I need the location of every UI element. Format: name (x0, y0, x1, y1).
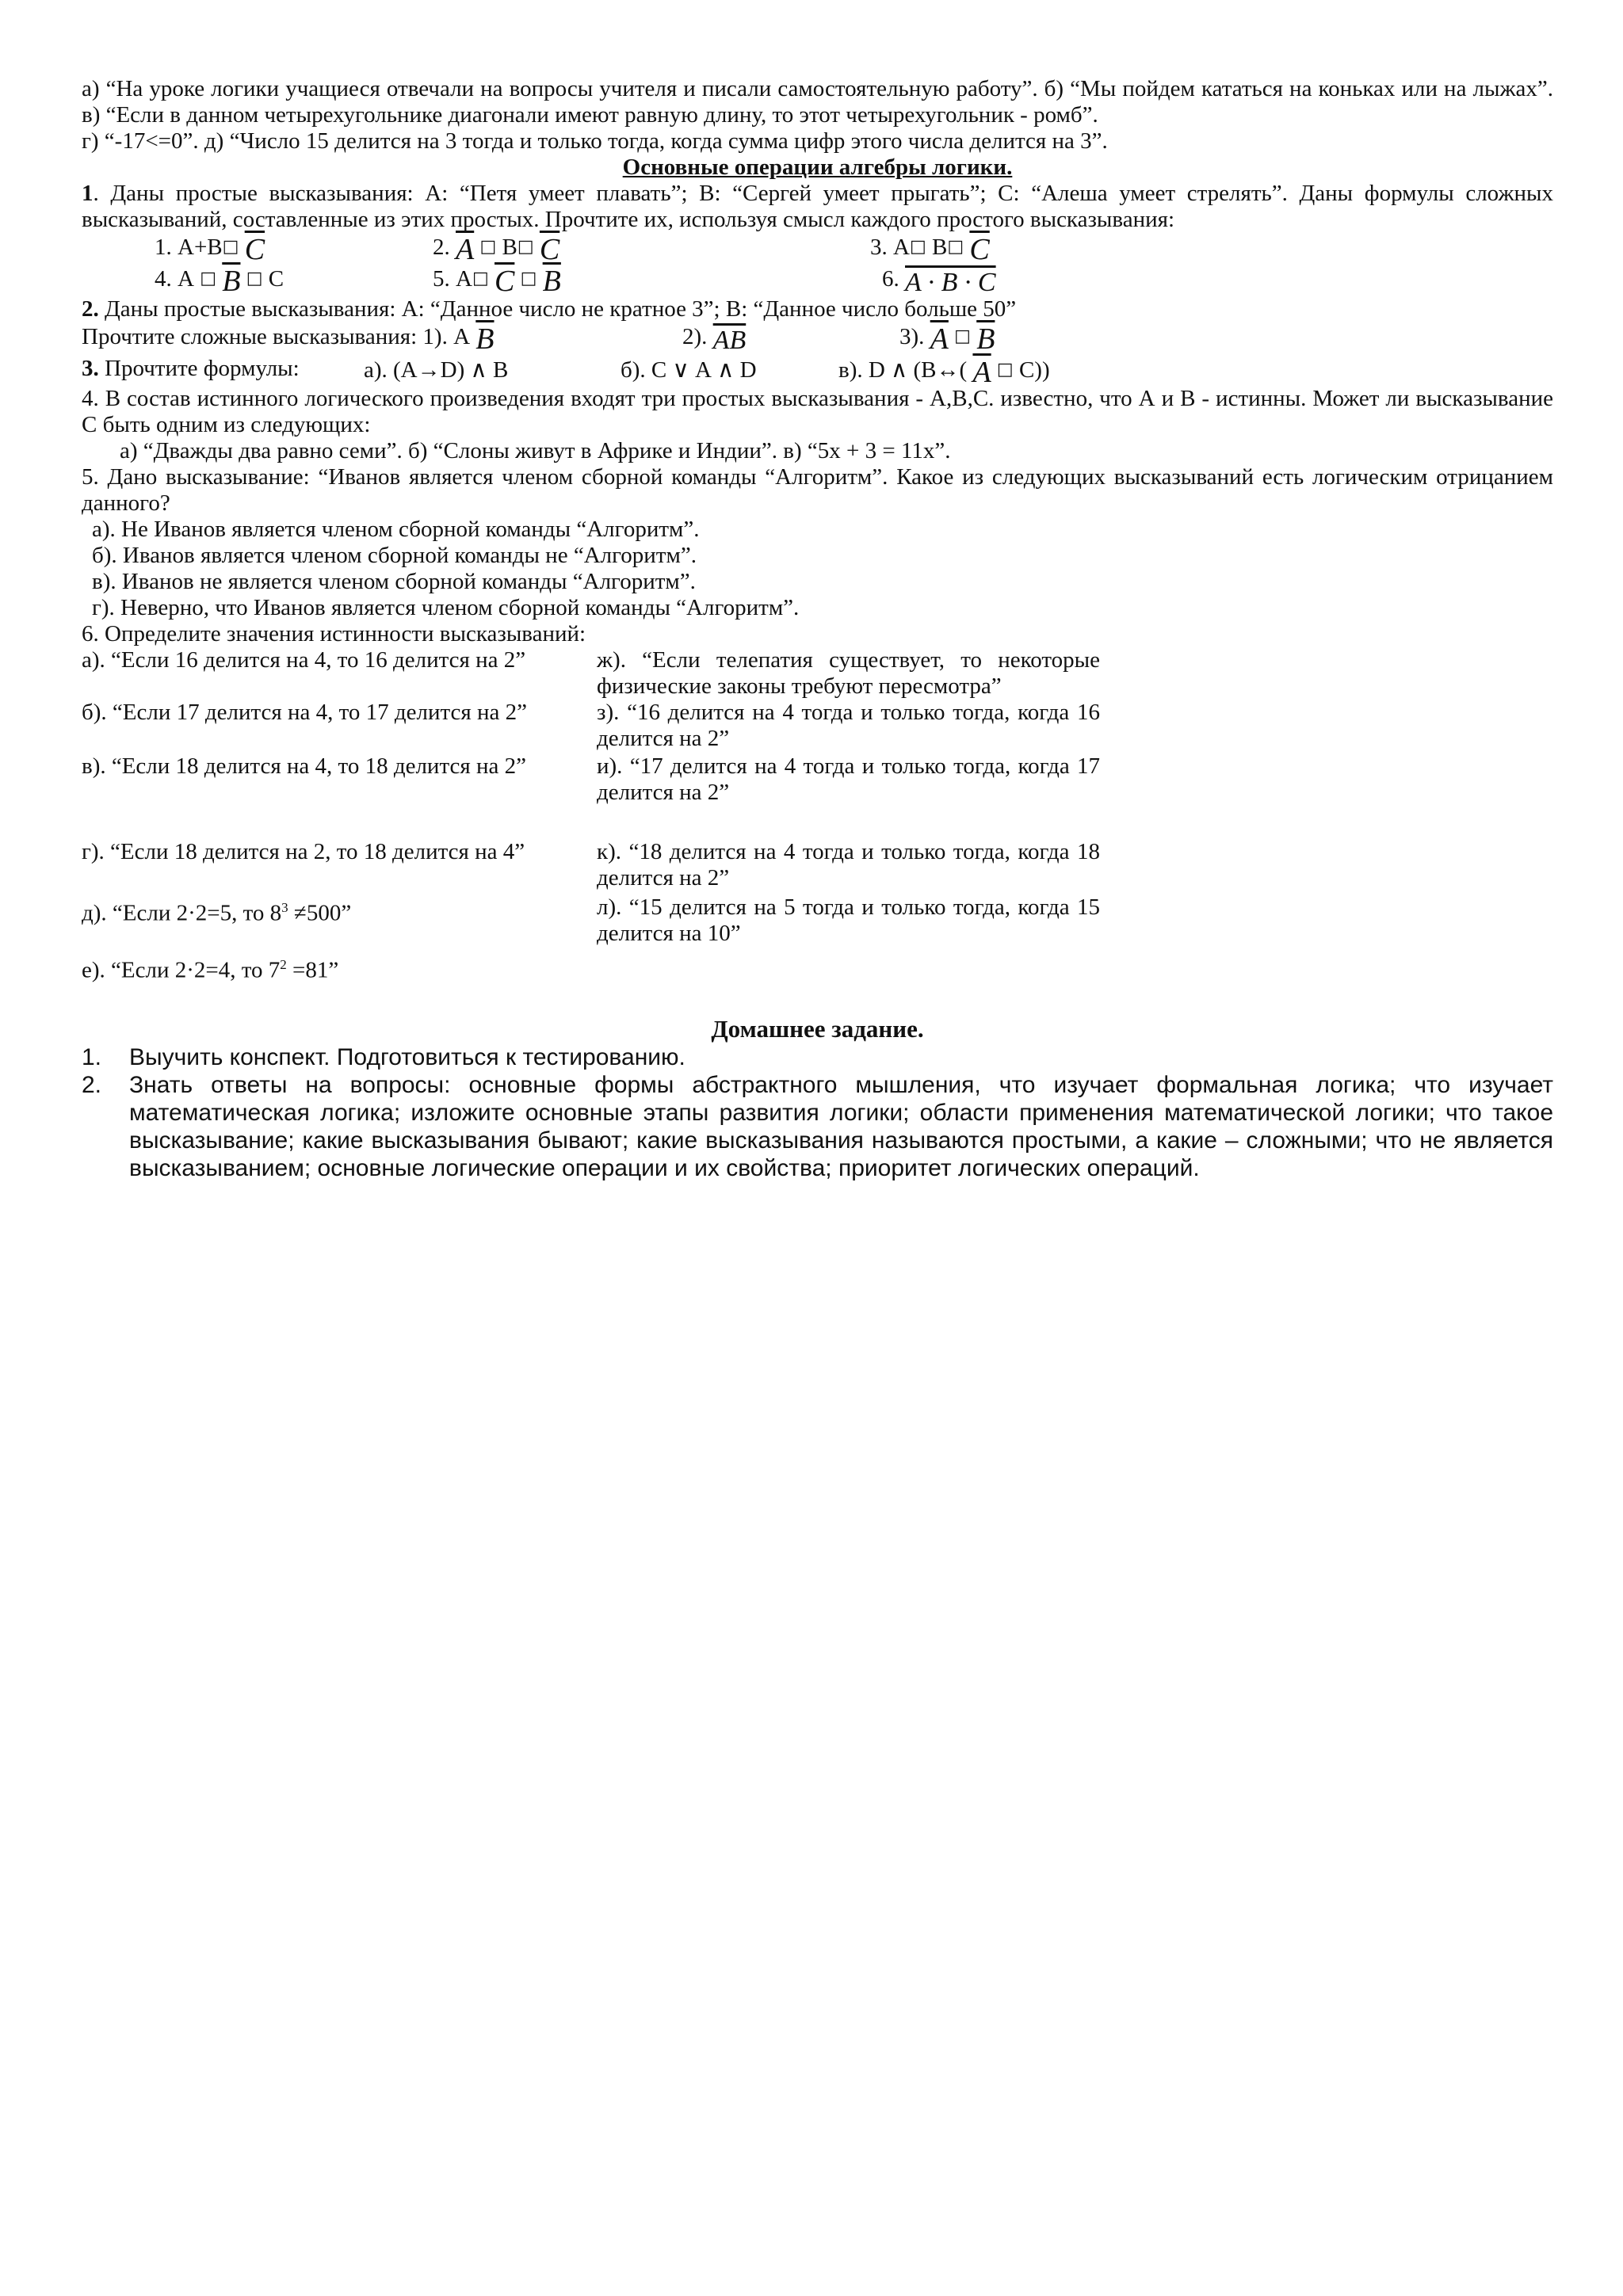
task6-pair-b (82, 700, 1553, 753)
task6-pair-a (82, 647, 1553, 700)
task3-row (82, 354, 1553, 389)
task6-item-d-sup: 3 (281, 900, 288, 915)
task3-num: 3. (82, 356, 99, 381)
formula-2: 2. $\overline{A}$ □ В□ $\overline{C}$ (433, 233, 560, 266)
formula-3-mid: В (932, 235, 948, 260)
homework-item-text: Знать ответы на вопросы: основные формы абстрактного мышления, что изучает формальная логика; что изучает математическая логика; изложите основные этапы развития логики; области применения математической логики; что такое высказывание; какие высказывания бывают; какие высказывания называются простыми, а какие – сложными; что не является высказыванием; основные логические операции и их свойства; приоритет логических операций. (129, 1072, 1553, 1181)
homework-item-num: 2. (82, 1072, 102, 1098)
task6-item-d-prefix: д). “Если 2·2=5, то 8 (82, 900, 282, 926)
formula-2-mid: В (502, 235, 517, 260)
section-title: Основные операции алгебры логики. (622, 154, 1013, 180)
task6-item-z: з). “16 делится на 4 тогда и только тогда, когда 16 делится на 2” (597, 700, 1100, 751)
task3-formula-v-suffix: С)) (1018, 357, 1050, 383)
homework-item-text: Выучить конспект. Подготовиться к тестированию. (129, 1044, 685, 1070)
intro-line-1: а) “На уроке логики учащиеся отвечали на вопросы учителя и писали самостоятельную работу”. б) “Мы пойдем кататься на коньках или на лыжах”. в) “Если в данном четырехугольнике диагонали имеют равную длину, то этот четырехугольник - ромб”. (82, 76, 1553, 128)
homework-item (82, 1071, 1553, 1182)
formula-1-var: $\overline{C}$ (244, 233, 265, 266)
task2-read-3: 3). $\overline{A}$ □ $\overline{B}$ (899, 322, 995, 356)
formula-5-var-c: $\overline{C}$ (495, 265, 515, 298)
formula-5-prefix: 5. А (433, 266, 472, 292)
formula-3: 3. А□ В□ $\overline{C}$ (870, 233, 990, 266)
formula-6-prefix: 6. (882, 266, 899, 292)
task1-body: . Даны простые высказывания: А: “Петя умеет плавать”; В: “Сергей умеет прыгать”; С: “Алеша умеет стрелять”. Даны формулы сложных высказываний, составленные из этих простых. Прочтите их, используя смысл каждого простого высказывания: (82, 181, 1553, 232)
formula-2-var-c: $\overline{C}$ (539, 233, 560, 266)
formula-4-prefix: 4. А (155, 266, 194, 292)
homework-list (82, 1043, 1553, 1182)
task6-item-d (82, 894, 605, 927)
task2-num: 2. (82, 296, 99, 322)
task2-read-2 (682, 324, 746, 356)
formula-1: 1. А+В□ $\overline{C}$ (155, 233, 265, 266)
task6-item-k: к). “18 делится на 4 тогда и только тогда, когда 18 делится на 2” (597, 839, 1100, 891)
task2-read-row (82, 322, 1553, 354)
task6-item-e (82, 952, 605, 984)
task3-formula-v-var: $\overline{A}$ (972, 356, 991, 389)
formula-6 (882, 266, 996, 298)
homework-item (82, 1043, 1553, 1071)
task2-read-3-var-a: $\overline{A}$ (930, 322, 949, 356)
formula-3-var: $\overline{C}$ (969, 233, 990, 266)
task4-options: а) “Дважды два равно семи”. б) “Слоны живут в Африке и Индии”. в) “5х + 3 = 11х”. (120, 438, 951, 463)
formula-4-suffix: С (268, 266, 285, 292)
formula-1-prefix: 1. А+В (155, 235, 223, 260)
task5-option-a: а). Не Иванов является членом сборной команды “Алгоритм”. (92, 517, 700, 542)
intro-line-2: г) “-17<=0”. д) “Число 15 делится на 3 тогда и только тогда, когда сумма цифр этого числа делится на 3”. (82, 128, 1108, 154)
task6-item-e-sup: 2 (280, 957, 287, 972)
homework-item-num: 1. (82, 1044, 102, 1070)
task6-pair-v (82, 753, 1553, 839)
task5-option-b: б). Иванов является членом сборной команды не “Алгоритм”. (92, 543, 697, 568)
task2-text (82, 296, 1553, 322)
task2-body: Даны простые высказывания: А: “Данное число не кратное 3”; В: “Данное число больше 50” (98, 296, 1017, 322)
task4-text: 4. В состав истинного логического произведения входят три простых высказывания - А,В,С. известно, что А и В - истинны. Может ли высказывание С быть одним из следующих: (82, 386, 1553, 437)
task3-formula-v-prefix: в). D ∧ (В↔( (838, 357, 968, 383)
formula-4-var: $\overline{B}$ (222, 265, 241, 298)
task6-item-a: а). “Если 16 делится на 4, то 16 делится на 2” (82, 647, 526, 673)
task3-label-text: Прочтите формулы: (98, 356, 300, 381)
task2-read-3-prefix: 3). (899, 324, 925, 349)
task6-item-b: б). “Если 17 делится на 4, то 17 делится на 2” (82, 700, 528, 725)
document-page (82, 76, 1553, 1182)
task6-item-zh: ж). “Если телепатия существует, то некоторые физические законы требуют пересмотра” (597, 647, 1100, 699)
task3-label (82, 356, 300, 382)
task2-read-2-var: $\overline{AB}$ (712, 326, 747, 355)
task1-text (82, 181, 1553, 233)
task6-item-g: г). “Если 18 делится на 2, то 18 делится на 4” (82, 839, 525, 864)
formula-3-prefix: 3. А (870, 235, 910, 260)
task3-formula-v: в). D ∧ (В↔( $\overline{A}$ □ С)) (838, 356, 1050, 389)
task6-item-e-prefix: е). “Если 2·2=4, то 7 (82, 957, 281, 983)
task6-item-l: л). “15 делится на 5 тогда и только тогда, когда 15 делится на 10” (597, 894, 1100, 946)
task6-pair-g (82, 839, 1553, 894)
formulas-row-1 (82, 233, 1553, 265)
task1-num: 1 (82, 181, 94, 206)
task2-read-1 (82, 324, 495, 354)
formula-5: 5. А□ $\overline{C}$ □ $\overline{B}$ (433, 265, 561, 298)
task2-read-1-var: $\overline{B}$ (475, 322, 495, 356)
task6-title: 6. Определите значения истинности высказываний: (82, 621, 586, 646)
task5-text: 5. Дано высказывание: “Иванов является членом сборной команды “Алгоритм”. Какое из следующих высказываний есть логическим отрицанием данного? (82, 464, 1553, 516)
task2-read-label: Прочтите сложные высказывания: 1). А (82, 324, 471, 349)
task6-item-i: и). “17 делится на 4 тогда и только тогда, когда 17 делится на 2” (597, 753, 1100, 805)
formula-5-var-b: $\overline{B}$ (542, 265, 561, 298)
homework-title: Домашнее задание. (711, 1015, 924, 1043)
task5-option-v: в). Иванов не является членом сборной команды “Алгоритм”. (92, 569, 696, 594)
formula-6-expr: A · B · C (905, 268, 996, 297)
formula-4: 4. А □ $\overline{B}$ □ С (155, 265, 285, 298)
formulas-row-2 (82, 265, 1553, 296)
task3-formula-b: б). С ∨ А ∧ D (621, 357, 757, 383)
task2-read-2-prefix: 2). (682, 324, 708, 349)
task6-pair-e (82, 952, 1553, 1015)
task2-read-3-var-b: $\overline{B}$ (976, 322, 995, 356)
formula-2-var-a: $\overline{A}$ (456, 233, 475, 266)
task6-pair-d (82, 894, 1553, 952)
task6-item-e-suffix: =81” (286, 957, 339, 983)
task6-item-d-suffix: ≠500” (288, 900, 352, 926)
task6-item-v: в). “Если 18 делится на 4, то 18 делится на 2” (82, 753, 526, 779)
task3-formula-a: а). (А→D) ∧ В (364, 357, 509, 383)
formula-2-prefix: 2. (433, 235, 450, 260)
task5-option-g: г). Неверно, что Иванов является членом сборной команды “Алгоритм”. (92, 595, 800, 620)
